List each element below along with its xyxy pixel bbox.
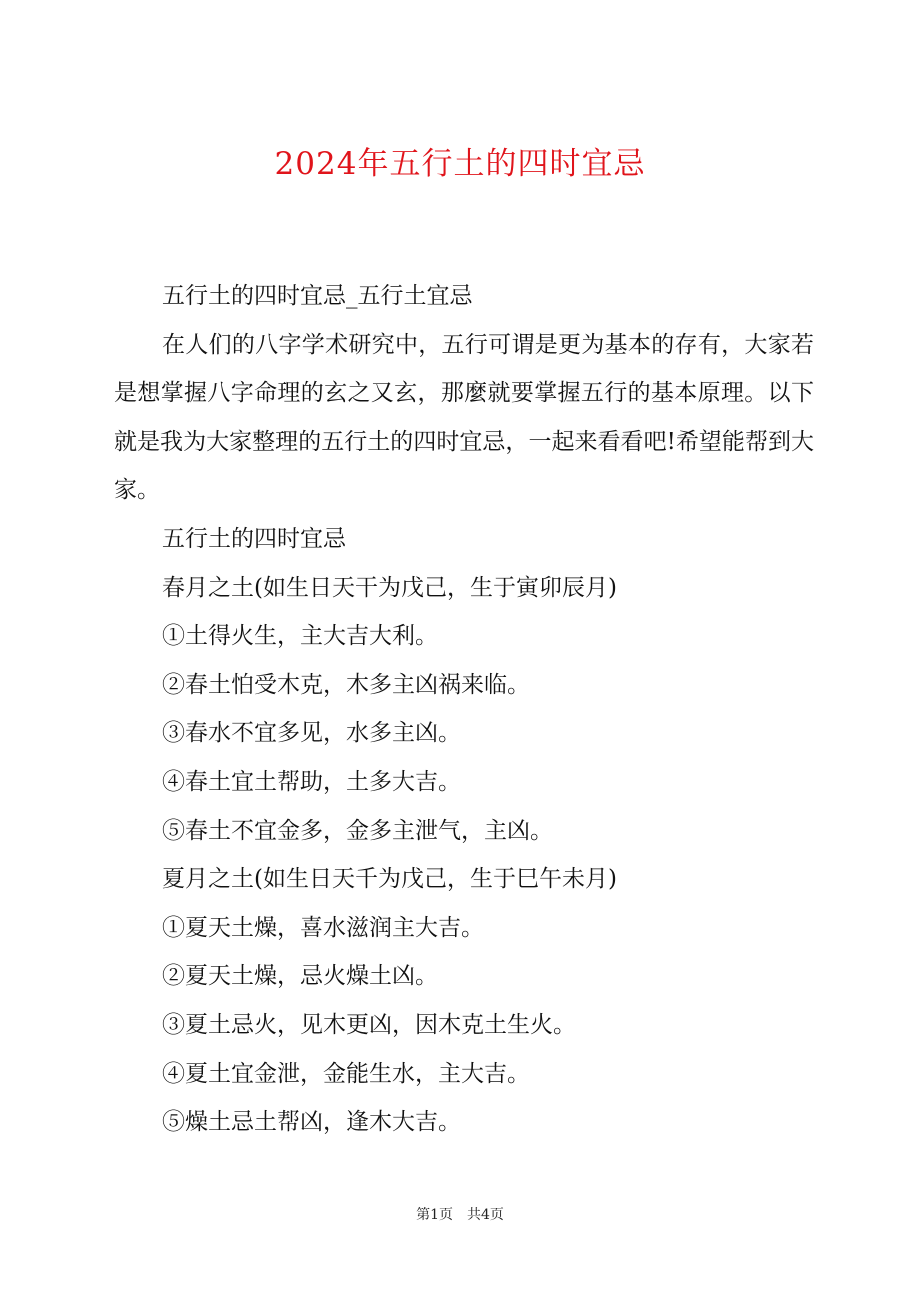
body-paragraph: ④春土宜土帮助，土多大吉。: [162, 768, 461, 795]
body-paragraph: ②夏天土燥，忌火燥土凶。: [162, 963, 438, 990]
body-paragraph: ②春土怕受木克，木多主凶祸来临。: [162, 671, 530, 698]
body-paragraph: ①土得火生，主大吉大利。: [162, 623, 438, 650]
body-paragraph: 春月之土(如生日天干为戊己，生于寅卯辰月): [162, 574, 617, 601]
document-title: 2024年五行土的四时宜忌: [274, 146, 646, 182]
body-paragraph: ③夏土忌火，见木更凶，因木克土生火。: [162, 1011, 576, 1038]
page-total: 共4页: [467, 1207, 504, 1223]
body-paragraph: 五行土的四时宜忌_五行土宜忌: [162, 283, 473, 309]
body-paragraph: ③春水不宜多见，水多主凶。: [162, 720, 461, 747]
body-paragraph: 在人们的八字学术研究中，五行可谓是更为基本的存有，大家若是想掌握八字命理的玄之又玄，那麼就要掌握五行的基本原理。以下就是我为大家整理的五行土的四时宜忌，一起来看看吧!希望能帮到大家。: [114, 331, 814, 504]
page-footer: [0, 1205, 920, 1225]
body-paragraph: ④夏土宜金泄，金能生水，主大吉。: [162, 1060, 530, 1087]
body-paragraph: ①夏天土燥，喜水滋润主大吉。: [162, 914, 484, 941]
body-paragraph: ⑤春土不宜金多，金多主泄气，主凶。: [162, 817, 553, 844]
body-paragraph: 夏月之土(如生日天千为戊己，生于巳午未月): [162, 866, 617, 893]
document-body: [114, 272, 814, 1147]
body-paragraph: ⑤燥土忌土帮凶，逢木大吉。: [162, 1109, 461, 1136]
page-number: 第1页: [416, 1207, 453, 1223]
body-paragraph: 五行土的四时宜忌: [162, 525, 346, 552]
